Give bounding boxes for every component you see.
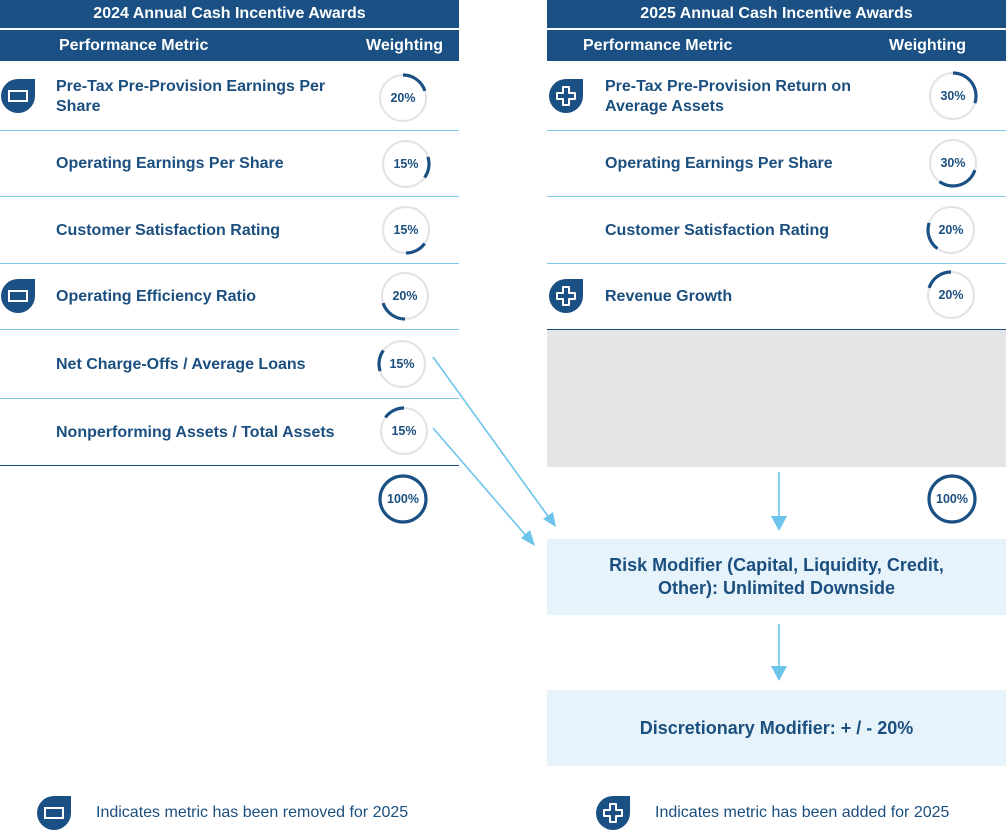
- weight-value: 30%: [940, 89, 966, 103]
- total-weight-value: 100%: [387, 492, 419, 506]
- risk-modifier-box: [547, 539, 1006, 615]
- metric-name: Customer Satisfaction Rating: [605, 221, 830, 239]
- legend-removed-text: Indicates metric has been removed for 2025: [96, 804, 409, 821]
- header-weighting: Weighting: [889, 37, 967, 54]
- weight-value: 15%: [391, 424, 417, 438]
- metric-name: Revenue Growth: [605, 288, 733, 305]
- arrow-total-to-risk: [771, 472, 787, 531]
- legend-added: [596, 796, 949, 830]
- arrow-net-charge-offs: [433, 357, 556, 527]
- risk-modifier-text: Risk Modifier (Capital, Liquidity, Credit, Other): Unlimited Downside: [609, 555, 944, 598]
- metric-name: Net Charge-Offs / Average Loans: [56, 355, 306, 373]
- minus-badge-icon: [37, 796, 71, 830]
- panel-title-2025: 2025 Annual Cash Incentive Awards: [547, 0, 1006, 30]
- metric-name: Pre-Tax Pre-Provision Return on Average Assets: [605, 78, 851, 115]
- metric-name: Operating Efficiency Ratio: [56, 288, 257, 305]
- metric-name: Pre-Tax Pre-Provision Earnings Per Share: [56, 78, 326, 115]
- metric-name: Customer Satisfaction Rating: [56, 221, 281, 239]
- metric-name: Operating Earnings Per Share: [605, 155, 833, 172]
- arrow-risk-to-discretionary: [771, 624, 787, 681]
- weight-value: 20%: [938, 288, 964, 302]
- discretionary-modifier-text: Discretionary Modifier: + / - 20%: [639, 717, 914, 738]
- weight-value: 15%: [393, 157, 419, 171]
- header-performance-metric: Performance Metric: [59, 37, 209, 54]
- panel-title-2024: 2024 Annual Cash Incentive Awards: [0, 0, 459, 30]
- header-weighting: Weighting: [366, 37, 444, 54]
- total-weight-value: 100%: [936, 492, 968, 506]
- discretionary-modifier-box: [547, 690, 1006, 766]
- plus-badge-icon: [596, 796, 630, 830]
- weight-value: 20%: [390, 91, 416, 105]
- legend-removed: [37, 796, 408, 830]
- weight-value: 20%: [938, 223, 964, 237]
- weight-value: 15%: [389, 357, 415, 371]
- header-performance-metric: Performance Metric: [583, 37, 733, 54]
- metric-name: Nonperforming Assets / Total Assets: [56, 423, 335, 441]
- weight-value: 15%: [393, 223, 419, 237]
- weight-value: 20%: [392, 289, 418, 303]
- metric-name: Operating Earnings Per Share: [56, 155, 284, 172]
- legend-added-text: Indicates metric has been added for 2025: [655, 804, 950, 821]
- weight-value: 30%: [940, 156, 966, 170]
- arrow-nonperforming-assets: [433, 428, 535, 546]
